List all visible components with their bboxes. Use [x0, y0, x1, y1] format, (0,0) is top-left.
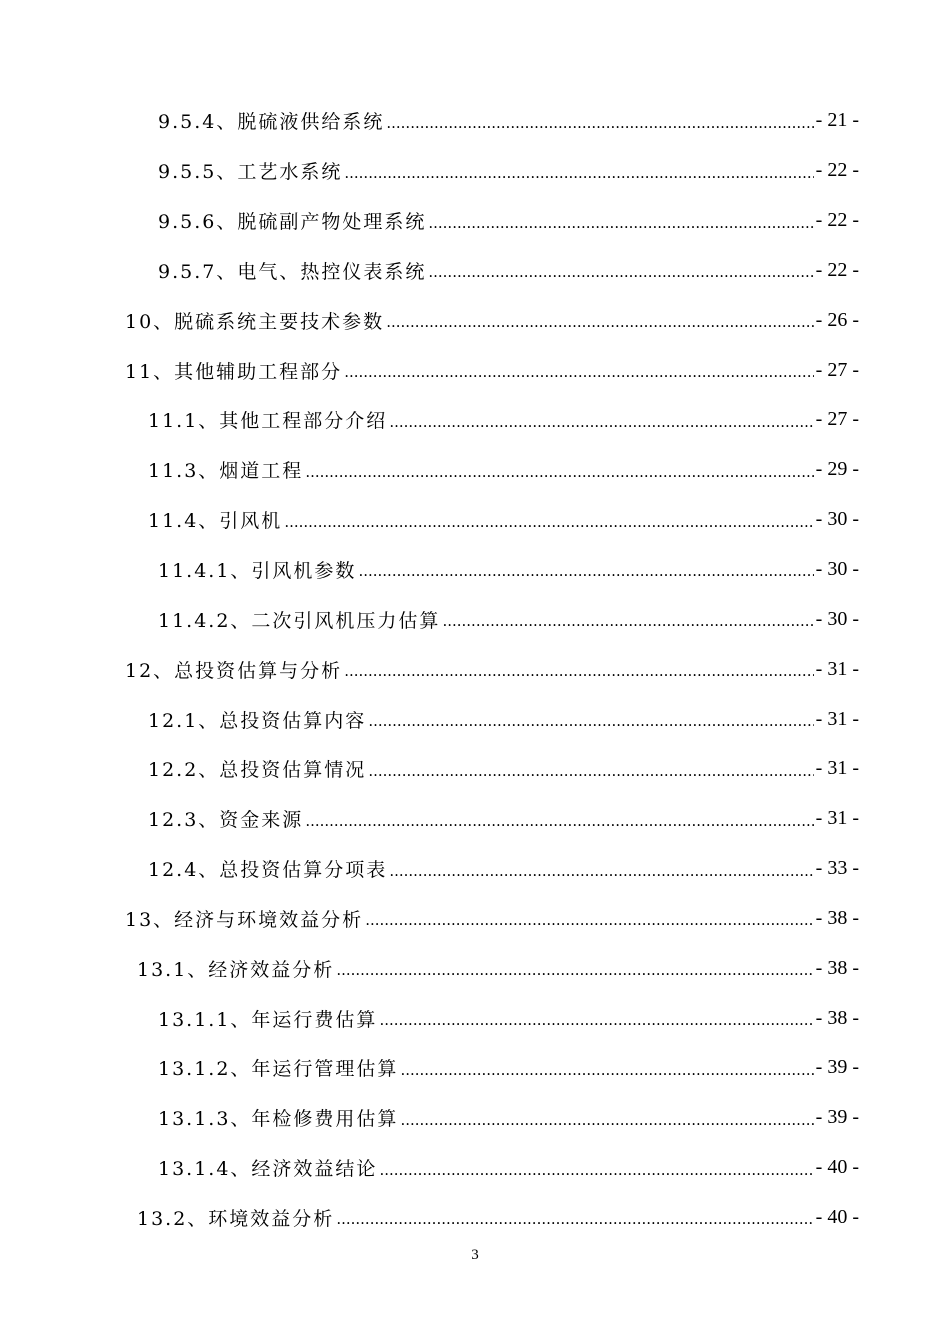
toc-dot-leader: [428, 214, 813, 233]
toc-entry[interactable]: [0, 395, 950, 445]
toc-dot-leader: [305, 812, 813, 831]
toc-entry[interactable]: [0, 146, 950, 196]
toc-entry-page: - 38 -: [815, 906, 859, 929]
toc-entry[interactable]: [0, 1193, 950, 1243]
toc-dot-leader: [358, 562, 813, 581]
toc-entry-label: 13.1.2、年运行管理估算: [158, 1058, 399, 1081]
toc-entry-label: 13.1.4、经济效益结论: [158, 1158, 378, 1181]
toc-entry-page: - 22 -: [815, 209, 859, 232]
toc-entry-page: - 39 -: [815, 1056, 859, 1079]
toc-entry-page: - 40 -: [815, 1156, 859, 1179]
toc-dot-leader: [336, 961, 813, 980]
toc-dot-leader: [379, 1011, 813, 1030]
toc-entry-page: - 30 -: [815, 558, 859, 581]
toc-dot-leader: [386, 114, 813, 133]
toc-dot-leader: [400, 1111, 813, 1130]
toc-entry-label: 9.5.5、工艺水系统: [158, 161, 343, 184]
toc-entry-page: - 38 -: [815, 1006, 859, 1029]
toc-entry-label: 12.1、总投资估算内容: [148, 709, 367, 732]
toc-entry[interactable]: [0, 894, 950, 944]
toc-dot-leader: [389, 413, 813, 432]
toc-dot-leader: [336, 1210, 813, 1229]
toc-entry[interactable]: [0, 794, 950, 844]
toc-dot-leader: [368, 762, 813, 781]
toc-entry-page: - 31 -: [815, 807, 859, 830]
toc-entry-label: 9.5.4、脱硫液供给系统: [158, 111, 385, 134]
toc-entry-label: 12.3、资金来源: [148, 809, 304, 832]
toc-dot-leader: [379, 1161, 813, 1180]
toc-entry-label: 12.4、总投资估算分项表: [148, 859, 388, 882]
toc-entry[interactable]: [0, 1143, 950, 1193]
toc-entry-page: - 22 -: [815, 159, 859, 182]
toc-entry[interactable]: [0, 96, 950, 146]
toc-entry-page: - 22 -: [815, 258, 859, 281]
toc-entry-label: 11、其他辅助工程部分: [125, 360, 343, 383]
toc-entry-page: - 31 -: [815, 657, 859, 680]
toc-entry-page: - 27 -: [815, 358, 859, 381]
toc-dot-leader: [344, 164, 813, 183]
toc-entry-label: 10、脱硫系统主要技术参数: [125, 310, 385, 333]
toc-entry-page: - 29 -: [815, 458, 859, 481]
toc-dot-leader: [284, 513, 813, 532]
toc-entry[interactable]: [0, 694, 950, 744]
toc-entry-label: 11.4、引风机: [148, 510, 283, 533]
toc-entry-page: - 31 -: [815, 707, 859, 730]
toc-dot-leader: [305, 463, 813, 482]
toc-entry-label: 11.1、其他工程部分介绍: [148, 410, 388, 433]
toc-entry-page: - 33 -: [815, 857, 859, 880]
toc-entry[interactable]: [0, 246, 950, 296]
toc-entry[interactable]: [0, 1093, 950, 1143]
toc-dot-leader: [368, 712, 813, 731]
toc-dot-leader: [344, 363, 813, 382]
toc-dot-leader: [428, 263, 813, 282]
toc-entry-label: 12.2、总投资估算情况: [148, 759, 367, 782]
toc-dot-leader: [389, 862, 813, 881]
toc-entry-label: 11.3、烟道工程: [148, 460, 304, 483]
toc-entry-page: - 40 -: [815, 1205, 859, 1228]
toc-entry-label: 12、总投资估算与分析: [125, 659, 343, 682]
toc-entry-page: - 21 -: [815, 109, 859, 132]
toc-entry-page: - 30 -: [815, 508, 859, 531]
toc-dot-leader: [442, 612, 813, 631]
toc-entry-page: - 31 -: [815, 757, 859, 780]
table-of-contents: [0, 96, 950, 1242]
toc-entry[interactable]: [0, 943, 950, 993]
toc-dot-leader: [365, 911, 813, 930]
page-number: 3: [471, 1247, 479, 1263]
toc-entry[interactable]: [0, 993, 950, 1043]
toc-entry[interactable]: [0, 545, 950, 595]
toc-entry[interactable]: [0, 594, 950, 644]
toc-entry[interactable]: [0, 844, 950, 894]
toc-entry-label: 9.5.7、电气、热控仪表系统: [158, 260, 427, 283]
toc-entry[interactable]: [0, 295, 950, 345]
toc-entry-page: - 39 -: [815, 1106, 859, 1129]
toc-entry[interactable]: [0, 345, 950, 395]
toc-dot-leader: [386, 313, 813, 332]
toc-entry-label: 13、经济与环境效益分析: [125, 908, 364, 931]
toc-entry[interactable]: [0, 196, 950, 246]
toc-entry-label: 9.5.6、脱硫副产物处理系统: [158, 211, 427, 234]
toc-entry-label: 13.1、经济效益分析: [137, 958, 335, 981]
toc-entry[interactable]: [0, 744, 950, 794]
toc-entry-label: 11.4.1、引风机参数: [158, 560, 357, 583]
toc-entry[interactable]: [0, 495, 950, 545]
toc-entry-label: 11.4.2、二次引风机压力估算: [158, 609, 441, 632]
toc-entry-page: - 38 -: [815, 956, 859, 979]
toc-entry-label: 13.1.3、年检修费用估算: [158, 1108, 399, 1131]
toc-entry[interactable]: [0, 445, 950, 495]
toc-dot-leader: [400, 1061, 813, 1080]
toc-dot-leader: [344, 662, 813, 681]
toc-entry[interactable]: [0, 1043, 950, 1093]
toc-entry-page: - 27 -: [815, 408, 859, 431]
toc-entry-page: - 30 -: [815, 607, 859, 630]
toc-entry-label: 13.2、环境效益分析: [137, 1207, 335, 1230]
toc-entry-label: 13.1.1、年运行费估算: [158, 1008, 378, 1031]
toc-entry-page: - 26 -: [815, 308, 859, 331]
toc-entry[interactable]: [0, 644, 950, 694]
